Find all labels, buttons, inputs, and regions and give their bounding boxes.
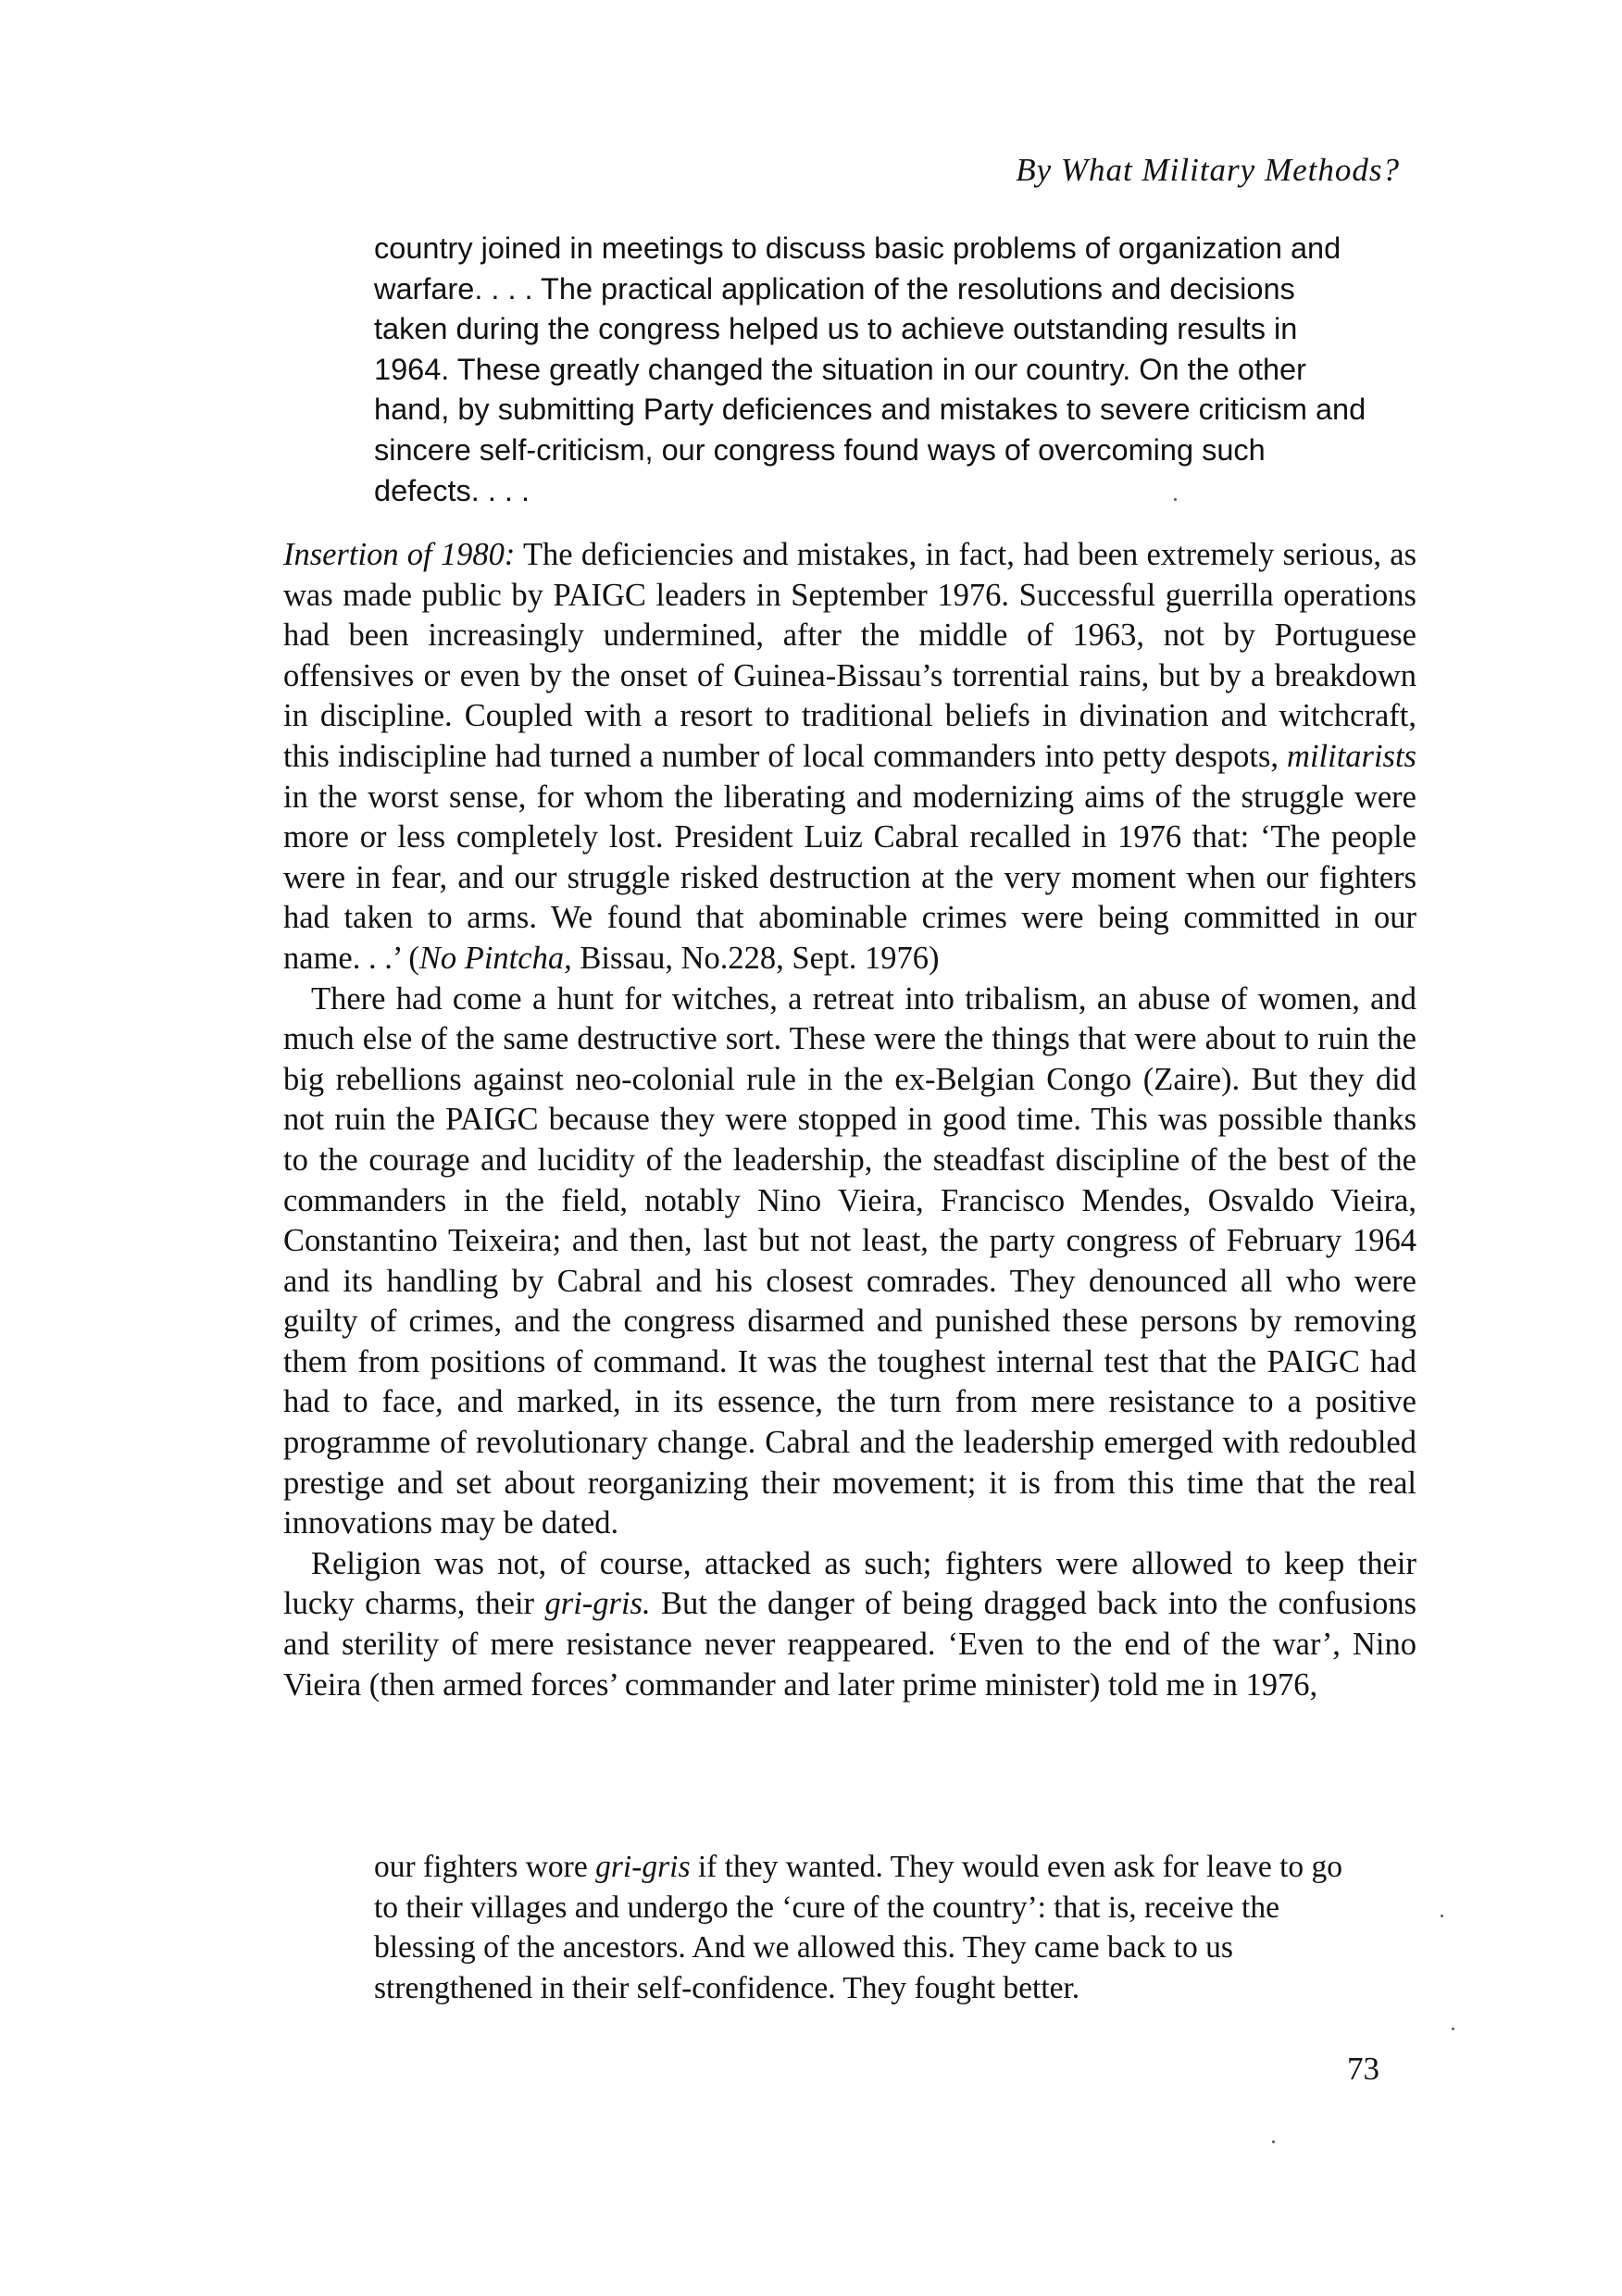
text-run: The deficiencies and mistakes, in fact, had been extremely serious, as was made public by PAIGC leaders in September 1976. Successful guerrilla operations had been increasingly undermined, after the middle of 1963, not by Portuguese offensives or even by the onset of Guinea-Bissau’s torrential rains, but by a breakdown in discipline. Coupled with a resort to traditional beliefs in divination and witchcraft, this indiscipline had turned a number of local commanders into petty despots,	[283, 537, 1416, 774]
text-run: But the danger of being dragged back into the confusions and sterility of mere resistance never reappeared. ‘Even to the end of the war’, Nino Vieira (then armed forces’ commander and later prime minister) told me in 1976,	[283, 1586, 1416, 1703]
text-run: Religion was not, of course, attacked as such; fighters were allowed to keep their lucky charms, their	[283, 1545, 1416, 1622]
quote-paragraph	[374, 1847, 1372, 2008]
scan-speck	[1272, 2140, 1275, 2143]
text-run: our fighters wore	[374, 1850, 596, 1884]
insertion-paragraph-2: There had come a hunt for witches, a retreat into tribalism, an abuse of women, and much else of the same destructive sort. These were the things that were about to ruin the big rebellions against neo-colonial rule in the ex-Belgian Congo (Zaire). But they did not ruin the PAIGC because they were stopped in good time. This was possible thanks to the courage and lucidity of the leadership, the steadfast discipline of the best of the commanders in the field, notably Nino Vieira, Francisco Mendes, Osvaldo Vieira, Constantino Teixeira; and then, last but not least, the party congress of February 1964 and its handling by Cabral and his closest comrades. They denounced all who were guilty of crimes, and the congress disarmed and punished these persons by removing them from positions of command. It was the toughest internal test that the PAIGC had had to face, and marked, in its essence, the turn from mere resistance to a positive programme of revolutionary change. Cabral and the leadership emerged with redoubled prestige and set about reorganizing their movement; it is from this time that the real innovations may be dated.	[283, 980, 1416, 1541]
block-quote-top	[374, 229, 1368, 511]
page-number: 73	[1347, 2051, 1379, 2087]
text-run: in the worst sense, for whom the liberating and modernizing aims of the struggle were more or less completely lost. President Luiz Cabral recalled in 1976 that: ‘The people were in fear, and our struggle risked destruction at the very moment when our fighters had taken to arms. We found that abominable crimes were being committed in our name. . .’ (	[283, 779, 1416, 976]
main-text	[283, 535, 1416, 1705]
insertion-paragraph-3	[283, 1544, 1416, 1705]
source-title: No Pintcha,	[418, 940, 572, 976]
emphasis-gri-gris: gri-gris.	[544, 1586, 651, 1622]
scan-speck	[1174, 498, 1177, 501]
emphasis-gri-gris: gri-gris	[595, 1850, 691, 1884]
text-run: if they wanted. They would even ask for leave to go to their villages and undergo the ‘cure of the country’: that is, receive the blessing of the ancestors. And we allowed this. They came back to us strengthened in their self-confidence. They fought better.	[374, 1850, 1343, 2005]
scan-speck	[1441, 1915, 1443, 1917]
insertion-label: Insertion of 1980:	[283, 537, 516, 572]
scan-speck	[1452, 2028, 1454, 2030]
quote-paragraph: country joined in meetings to discuss basic problems of organization and warfare. . . . The practical application of the resolutions and decisions taken during the congress helped us to achieve outstanding results in 1964. These greatly changed the situation in our country. On the other hand, by submitting Party deficiences and mistakes to severe criticism and sincere self-criticism, our congress found ways of overcoming such defects. . . .	[374, 231, 1366, 507]
emphasis-militarists: militarists	[1287, 738, 1416, 774]
running-head: By What Military Methods?	[1016, 152, 1400, 188]
text-run: Bissau, No.228, Sept. 1976)	[571, 940, 940, 976]
block-quote-bottom	[374, 1847, 1372, 2008]
insertion-paragraph-1	[283, 535, 1416, 980]
